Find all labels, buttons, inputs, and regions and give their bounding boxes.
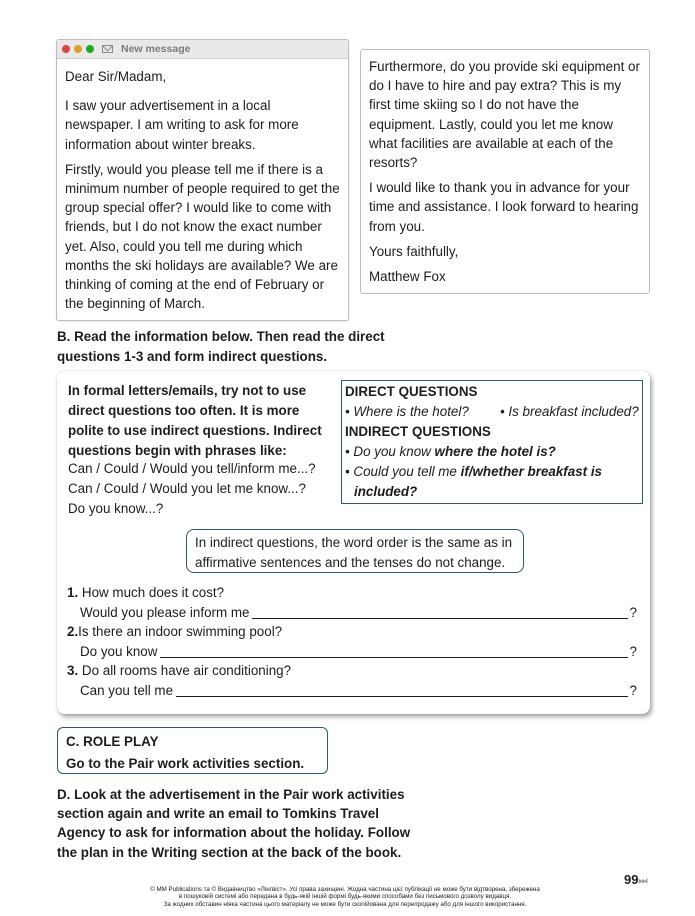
phrase-1: Can / Could / Would you tell/inform me...? xyxy=(68,461,316,476)
indirect-example-1-text: • Do you know xyxy=(345,444,435,459)
indirect-example-2 xyxy=(345,462,642,482)
answer-3-input[interactable] xyxy=(176,682,628,697)
email-paragraph-2: Firstly, would you please tell me if there is a minimum number of people required to get the group special offer? I would like to come with friends, but I do not know the exact number yet. Also, could you tell me during which months the ski holidays are available? We are thinking of coming at the end of February or the beginning of March. xyxy=(65,161,340,312)
footer-line-1: © MM Publications та © Видавництво «Лінгвіст». Усі права захищені. Жодна частина цієї публікації не може бути відтворена, збережена xyxy=(150,886,540,893)
email-signature: Matthew Fox xyxy=(369,269,446,285)
question-3-prompt: Can you tell me xyxy=(80,682,174,698)
question-3-text: Do all rooms have air conditioning? xyxy=(81,663,292,678)
minimize-dot-icon xyxy=(74,45,82,53)
question-examples-box xyxy=(341,380,643,504)
word-order-note: In indirect questions, the word order is the same as in affirmative sentences and the tenses do not change. xyxy=(186,529,524,573)
question-1 xyxy=(67,583,637,622)
question-2-text: Is there an indoor swimming pool? xyxy=(78,624,283,639)
question-2 xyxy=(67,622,637,661)
phrase-3: Do you know...? xyxy=(68,501,164,516)
envelope-icon xyxy=(102,45,113,53)
section-c-box xyxy=(57,727,328,774)
section-b-heading: B. Read the information below. Then read the direct questions 1-3 and form indirect questions. xyxy=(57,329,385,364)
indirect-example-2-bold: if/whether breakfast is xyxy=(460,464,602,479)
direct-example-2: • Is breakfast included? xyxy=(500,404,639,419)
question-1-text: How much does it cost? xyxy=(81,585,225,600)
window-title-bar xyxy=(57,40,348,59)
indirect-questions-title: INDIRECT QUESTIONS xyxy=(345,424,491,439)
phrase-2: Can / Could / Would you let me know...? xyxy=(68,481,306,496)
section-d-text: D. Look at the advertisement in the Pair work activities section again and write an email to Tomkins Travel Agency to ask for information about the holiday. Follow the plan in the Writing section at the back of the book. xyxy=(57,787,411,860)
email-greeting: Dear Sir/Madam, xyxy=(65,69,167,84)
page-number xyxy=(624,872,647,887)
question-1-prompt: Would you please inform me xyxy=(80,604,250,620)
email-continuation xyxy=(360,49,650,294)
page-number-value: 99 xyxy=(624,872,639,887)
window-title: New message xyxy=(121,43,191,55)
question-2-prompt: Do you know xyxy=(80,643,158,659)
indirect-example-1 xyxy=(345,442,642,462)
section-c-text: Go to the Pair work activities section. xyxy=(66,755,305,771)
maximize-dot-icon xyxy=(86,45,94,53)
formal-tip: In formal letters/emails, try not to use direct questions too often. It is more polite to use indirect questions. Indirect questions begin with phrases like: xyxy=(68,383,322,458)
email-paragraph-3: Furthermore, do you provide ski equipment or do I have to hire and pay extra? This is my first time skiing so I do not have the equipment. Lastly, could you let me know what facilities are available at each of the resorts? xyxy=(369,59,640,171)
email-paragraph-1: I saw your advertisement in a local newspaper. I am writing to ask for more information about winter breaks. xyxy=(65,98,299,152)
direct-questions-title: DIRECT QUESTIONS xyxy=(345,384,478,399)
email-closing: Yours faithfully, xyxy=(369,243,459,259)
email-window xyxy=(56,39,349,321)
footer-line-2: в пошуковій системі або передана в будь-якій іншій формі будь-якими способами без письмового дозволу видавця. xyxy=(178,893,512,901)
question-3 xyxy=(67,661,637,700)
footer-line-3: За жодних обставин ніяка частина цього матеріалу не може бути скопійована для перепродажу або для іншого використання. xyxy=(163,900,527,908)
direct-example-1: • Where is the hotel? xyxy=(345,404,469,419)
question-3-end: ? xyxy=(629,682,637,698)
answer-1-input[interactable] xyxy=(252,604,627,619)
indirect-example-2-cont xyxy=(345,482,642,502)
question-3-number: 3. xyxy=(67,663,79,678)
indirect-example-2-text: • Could you tell me xyxy=(345,464,461,479)
question-2-number: 2. xyxy=(67,624,79,639)
question-1-number: 1. xyxy=(67,585,79,600)
answer-2-input[interactable] xyxy=(160,643,627,658)
email-paragraph-4: I would like to thank you in advance for your time and assistance. I look forward to hearing from you. xyxy=(369,180,639,234)
indirect-example-2-bold-cont: included? xyxy=(354,484,418,499)
copyright-footer xyxy=(100,886,590,908)
close-dot-icon xyxy=(62,45,70,53)
question-1-end: ? xyxy=(629,604,637,620)
question-2-end: ? xyxy=(629,643,637,659)
indirect-example-1-bold: where the hotel is? xyxy=(434,444,556,459)
page-arrows-icon: ⏭ xyxy=(638,876,648,887)
section-c-heading: C. ROLE PLAY xyxy=(66,734,159,749)
